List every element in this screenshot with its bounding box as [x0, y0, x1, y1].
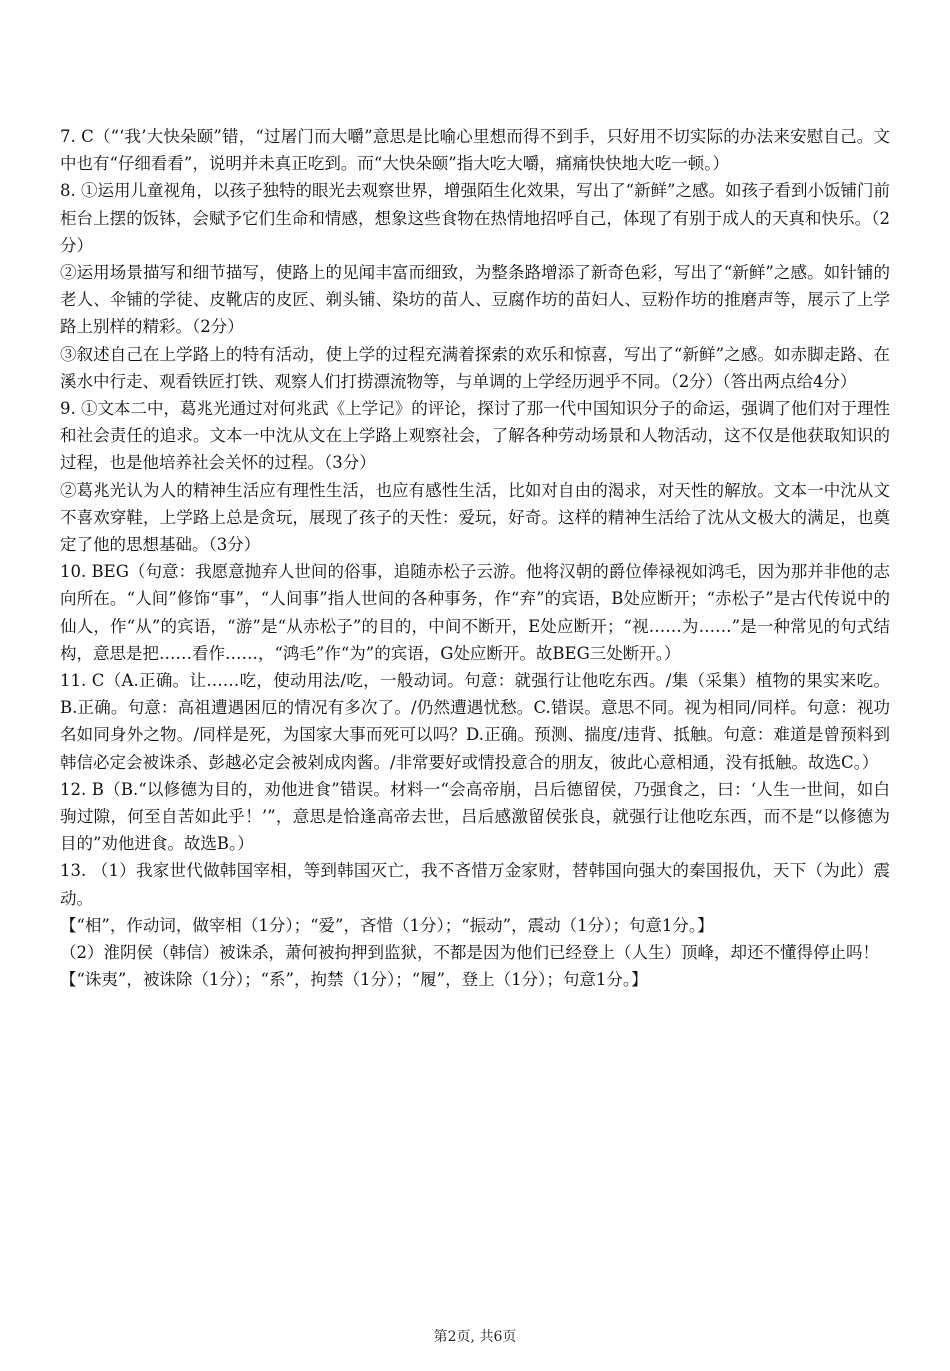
answer-8-point-2: ②运用场景描写和细节描写，使路上的见闻丰富而细致，为整条路增添了新奇色彩，写出了“新鲜”之感。如针铺的老人、伞铺的学徒、皮靴店的皮匠、剃头铺、染坊的苗人、豆腐作坊的苗妇人、豆粉作坊的推磨声等，展示了上学路上别样的精彩。（2分）	[60, 263, 890, 337]
answer-13-part-2: （2）淮阴侯（韩信）被诛杀，萧何被拘押到监狱，不都是因为他们已经登上（人生）顶峰，却还不懂得停止吗！	[60, 943, 879, 963]
answer-13-part-1: 13. （1）我家世代做韩国宰相，等到韩国灭亡，我不吝惜万金家财，替韩国向强大的秦国报仇，天下（为此）震动。	[60, 861, 890, 908]
answer-content	[60, 123, 890, 994]
answer-13-part-1-scoring: 【“相”，作动词，做宰相（1分）；“爱”，吝惜（1分）；“振动”，震动（1分）；句意1分。】	[60, 915, 714, 935]
answer-8-point-3: ③叙述自己在上学路上的特有活动，使上学的过程充满着探索的欢乐和惊喜，写出了“新鲜”之感。如赤脚走路、在溪水中行走、观看铁匠打铁、观察人们打捞漂流物等，与单调的上学经历迥乎不同。（2分）（答出两点给4分）	[60, 344, 890, 391]
answer-9-point-2: ②葛兆光认为人的精神生活应有理性生活，也应有感性生活，比如对自由的渴求，对天性的解放。文本一中沈从文不喜欢穿鞋，上学路上总是贪玩，展现了孩子的天性：爱玩，好奇。这样的精神生活给了沈从文极大的满足，也奠定了他的思想基础。（3分）	[60, 480, 890, 555]
answer-11: 11. C（A.正确。让……吃，使动用法/吃，一般动词。句意：就强行让他吃东西。/集（采集）植物的果实来吃。B.正确。句意：高祖遭遇困厄的情况有多次了。/仍然遭遇忧愁。C.错误。意思不同。视为相同/同样。句意：视功名如同身外之物。/同样是死，为国家大事而死可以吗？D.正确。预测、揣度/违背、抵触。句意：难道是曾预料到韩信必定会被诛杀、彭越必定会被剁成肉酱。/非常要好或情投意合的朋友，彼此心意相通，没有抵触。故选C。）	[60, 671, 890, 772]
answer-8-point-1: 8. ①运用儿童视角，以孩子独特的眼光去观察世界，增强陌生化效果，写出了“新鲜”之感。如孩子看到小饭铺门前柜台上摆的饭钵，会赋予它们生命和情感，想象这些食物在热情地招呼自己，体现了有别于成人的天真和快乐。（2分）	[60, 181, 890, 255]
answer-12: 12. B（B.“以修德为目的，劝他进食”错误。材料一“会高帝崩，吕后德留侯，乃强食之，曰：‘人生一世间，如白驹过隙，何至自苦如此乎！’”，意思是恰逢高帝去世，吕后感激留侯张良，就强行让他吃东西，而不是“以修德为目的”劝他进食。故选B。）	[60, 779, 890, 854]
answer-7: 7. C（“‘我’大快朵颐”错，“过屠门而大嚼”意思是比喻心里想而得不到手，只好用不切实际的办法来安慰自己。文中也有“仔细看看”，说明并未真正吃到。而“大快朵颐”指大吃大嚼，痛痛快快地大吃一顿。）	[60, 127, 890, 174]
answer-9-point-1: 9. ①文本二中，葛兆光通过对何兆武《上学记》的评论，探讨了那一代中国知识分子的命运，强调了他们对于理性和社会责任的追求。文本一中沈从文在上学路上观察社会，了解各种劳动场景和人物活动，这不仅是他获取知识的过程，也是他培养社会关怀的过程。（3分）	[60, 399, 890, 473]
answer-10: 10. BEG（句意：我愿意抛弃人世间的俗事，追随赤松子云游。他将汉朝的爵位俸禄视如鸿毛，因为那并非他的志向所在。“人间”修饰“事”，“人间事”指人世间的各种事务，作“弃”的宾语，B处应断开；“赤松子”是古代传说中的仙人，作“从”的宾语，“游”是“从赤松子”的目的，中间不断开，E处应断开；“视……为……”是一种常见的句式结构，意思是把……看作……，“鸿毛”作“为”的宾语，G处应断开。故BEG三处断开。）	[60, 562, 890, 663]
page-number-footer: 第2页, 共6页	[433, 1329, 517, 1345]
answer-13-part-2-scoring: 【“诛夷”，被诛除（1分）；“系”，拘禁（1分）；“履”，登上（1分）；句意1分。】	[60, 970, 648, 990]
